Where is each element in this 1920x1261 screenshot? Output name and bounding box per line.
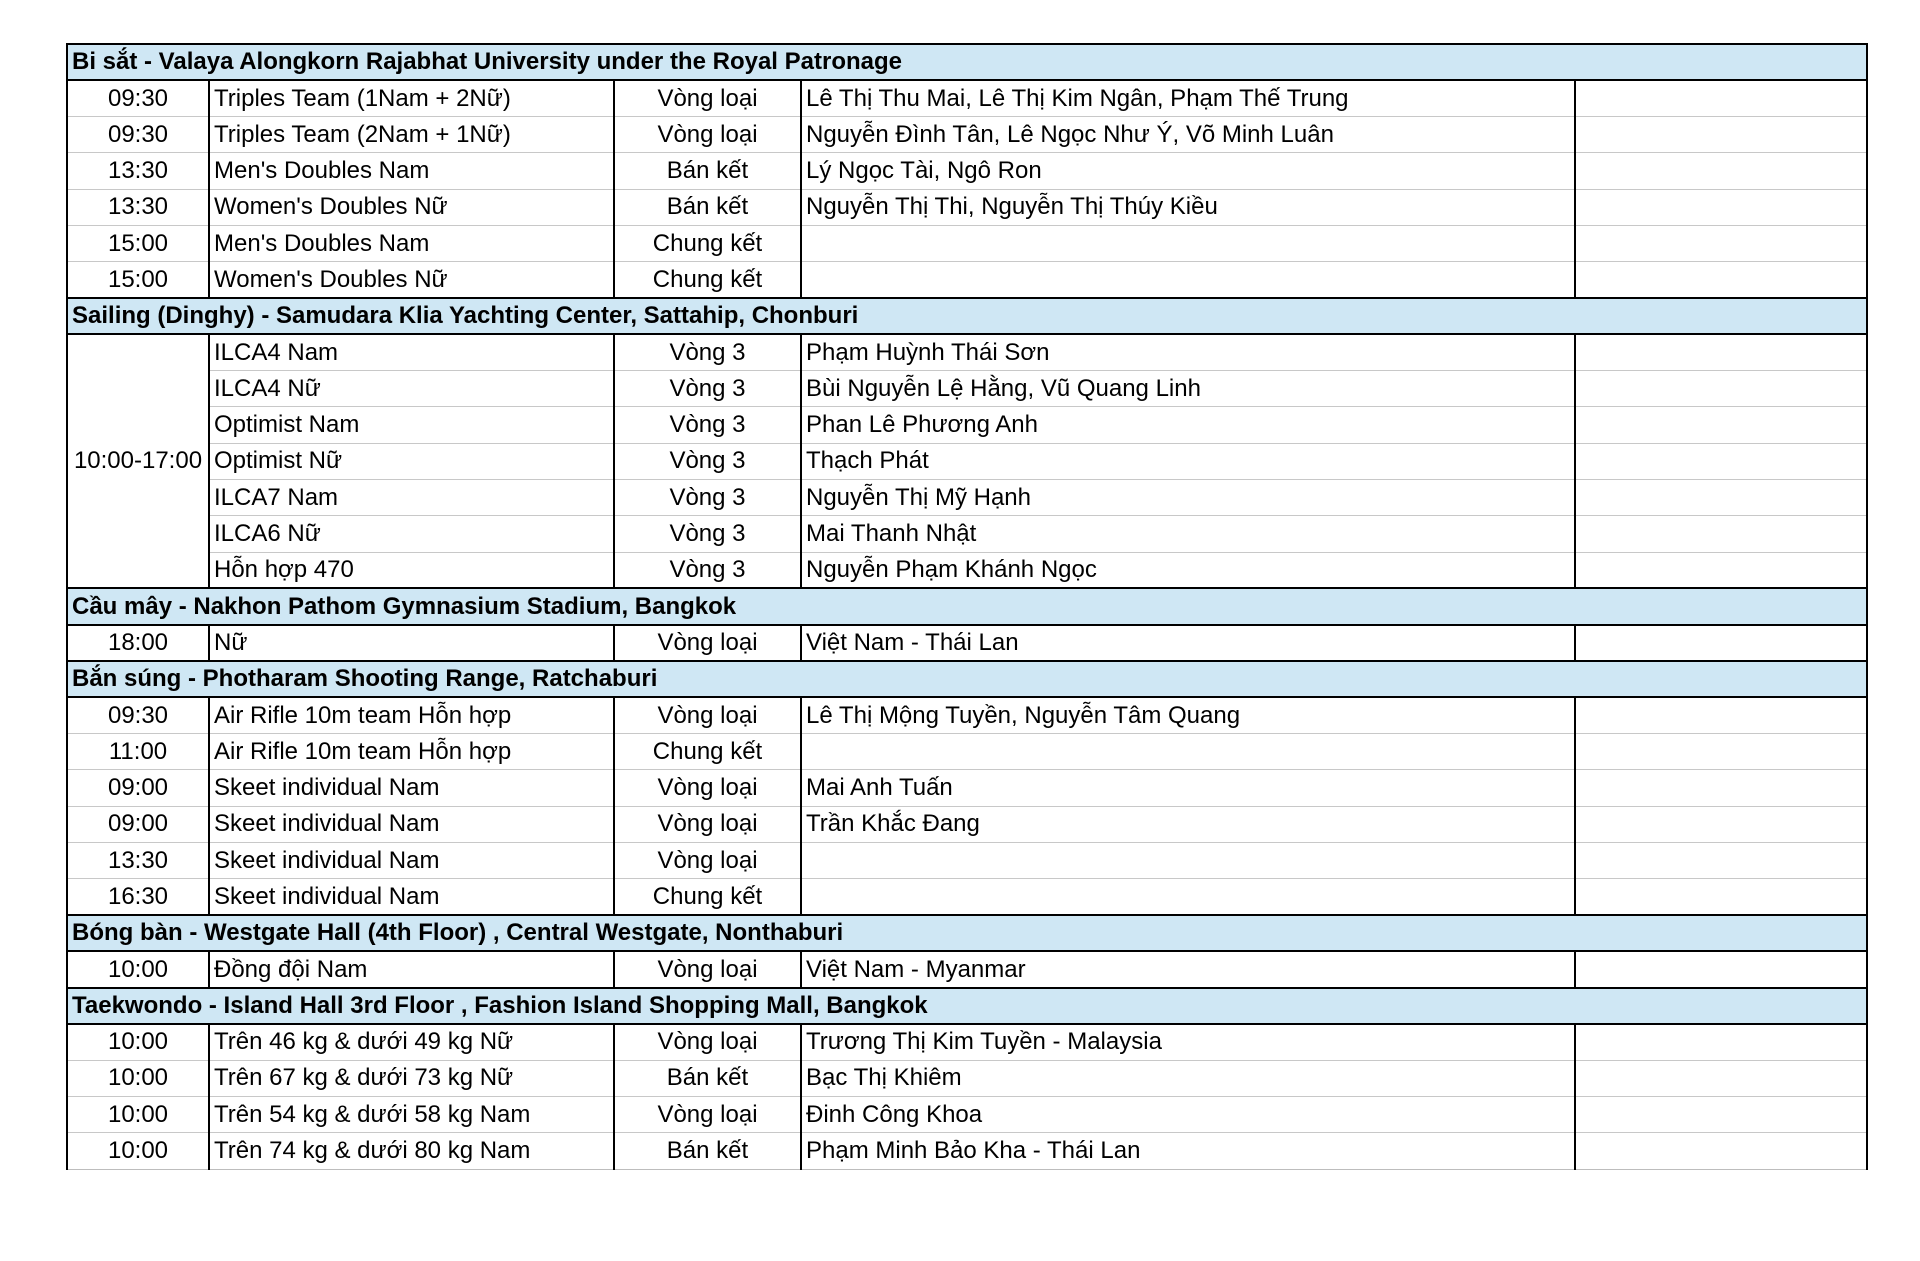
section-header — [67, 988, 1867, 1024]
schedule-row — [67, 189, 1867, 225]
empty-cell — [1575, 951, 1867, 987]
schedule-row — [67, 552, 1867, 588]
time-cell: 16:30 — [67, 879, 209, 915]
schedule-row — [67, 697, 1867, 733]
schedule-row — [67, 1133, 1867, 1169]
schedule-row — [67, 770, 1867, 806]
athletes-cell — [801, 734, 1575, 770]
time-cell: 10:00 — [67, 1133, 209, 1169]
schedule-row — [67, 334, 1867, 370]
athletes-cell — [801, 879, 1575, 915]
time-cell: 13:30 — [67, 189, 209, 225]
event-cell: Women's Doubles Nữ — [209, 189, 614, 225]
round-cell: Vòng loại — [614, 770, 801, 806]
time-cell: 09:30 — [67, 117, 209, 153]
empty-cell — [1575, 80, 1867, 116]
round-cell: Vòng loại — [614, 806, 801, 842]
round-cell: Vòng loại — [614, 117, 801, 153]
round-cell: Vòng 3 — [614, 407, 801, 443]
time-cell: 10:00 — [67, 1060, 209, 1096]
schedule-table — [66, 43, 1868, 1170]
section-title: Bóng bàn - Westgate Hall (4th Floor) , Central Westgate, Nonthaburi — [67, 915, 1867, 951]
round-cell: Bán kết — [614, 189, 801, 225]
schedule-row — [67, 225, 1867, 261]
athletes-cell: Đinh Công Khoa — [801, 1097, 1575, 1133]
schedule-row — [67, 117, 1867, 153]
schedule-row — [67, 153, 1867, 189]
event-cell: Skeet individual Nam — [209, 843, 614, 879]
event-cell: Đồng đội Nam — [209, 951, 614, 987]
event-cell: Men's Doubles Nam — [209, 225, 614, 261]
athletes-cell: Trần Khắc Đang — [801, 806, 1575, 842]
schedule-row — [67, 625, 1867, 661]
schedule-row — [67, 879, 1867, 915]
event-cell: Nữ — [209, 625, 614, 661]
time-cell: 18:00 — [67, 625, 209, 661]
event-cell: ILCA7 Nam — [209, 480, 614, 516]
athletes-cell: Mai Thanh Nhật — [801, 516, 1575, 552]
section-title: Cầu mây - Nakhon Pathom Gymnasium Stadium, Bangkok — [67, 588, 1867, 624]
athletes-cell — [801, 843, 1575, 879]
empty-cell — [1575, 334, 1867, 370]
section-header — [67, 661, 1867, 697]
section-title: Bắn súng - Photharam Shooting Range, Ratchaburi — [67, 661, 1867, 697]
schedule-row — [67, 734, 1867, 770]
empty-cell — [1575, 1133, 1867, 1169]
empty-cell — [1575, 1024, 1867, 1060]
round-cell: Vòng 3 — [614, 480, 801, 516]
empty-cell — [1575, 1060, 1867, 1096]
round-cell: Vòng loại — [614, 1097, 801, 1133]
schedule-row — [67, 407, 1867, 443]
schedule-body — [67, 44, 1867, 1169]
schedule-row — [67, 371, 1867, 407]
athletes-cell: Nguyễn Thị Mỹ Hạnh — [801, 480, 1575, 516]
empty-cell — [1575, 225, 1867, 261]
round-cell: Vòng 3 — [614, 552, 801, 588]
athletes-cell: Bùi Nguyễn Lệ Hằng, Vũ Quang Linh — [801, 371, 1575, 407]
empty-cell — [1575, 879, 1867, 915]
section-header — [67, 588, 1867, 624]
event-cell: Optimist Nữ — [209, 443, 614, 479]
time-cell: 15:00 — [67, 225, 209, 261]
empty-cell — [1575, 262, 1867, 298]
event-cell: ILCA4 Nam — [209, 334, 614, 370]
empty-cell — [1575, 806, 1867, 842]
event-cell: Optimist Nam — [209, 407, 614, 443]
section-header — [67, 44, 1867, 80]
time-cell: 15:00 — [67, 262, 209, 298]
round-cell: Vòng loại — [614, 1024, 801, 1060]
event-cell: Trên 74 kg & dưới 80 kg Nam — [209, 1133, 614, 1169]
event-cell: Men's Doubles Nam — [209, 153, 614, 189]
athletes-cell: Nguyễn Đình Tân, Lê Ngọc Như Ý, Võ Minh Luân — [801, 117, 1575, 153]
round-cell: Vòng 3 — [614, 516, 801, 552]
schedule-row — [67, 516, 1867, 552]
round-cell: Bán kết — [614, 1133, 801, 1169]
round-cell: Vòng loại — [614, 625, 801, 661]
time-cell: 09:30 — [67, 80, 209, 116]
empty-cell — [1575, 189, 1867, 225]
schedule-row — [67, 806, 1867, 842]
event-cell: ILCA4 Nữ — [209, 371, 614, 407]
round-cell: Chung kết — [614, 262, 801, 298]
time-cell: 13:30 — [67, 153, 209, 189]
event-cell: Trên 46 kg & dưới 49 kg Nữ — [209, 1024, 614, 1060]
schedule-row — [67, 1097, 1867, 1133]
empty-cell — [1575, 843, 1867, 879]
athletes-cell: Việt Nam - Thái Lan — [801, 625, 1575, 661]
athletes-cell: Phạm Minh Bảo Kha - Thái Lan — [801, 1133, 1575, 1169]
round-cell: Vòng loại — [614, 80, 801, 116]
empty-cell — [1575, 625, 1867, 661]
schedule-row — [67, 262, 1867, 298]
empty-cell — [1575, 117, 1867, 153]
round-cell: Chung kết — [614, 225, 801, 261]
event-cell: Skeet individual Nam — [209, 806, 614, 842]
empty-cell — [1575, 443, 1867, 479]
empty-cell — [1575, 371, 1867, 407]
empty-cell — [1575, 153, 1867, 189]
event-cell: Women's Doubles Nữ — [209, 262, 614, 298]
time-cell: 10:00 — [67, 1024, 209, 1060]
time-cell: 13:30 — [67, 843, 209, 879]
empty-cell — [1575, 552, 1867, 588]
athletes-cell: Nguyễn Phạm Khánh Ngọc — [801, 552, 1575, 588]
athletes-cell: Nguyễn Thị Thi, Nguyễn Thị Thúy Kiều — [801, 189, 1575, 225]
athletes-cell — [801, 225, 1575, 261]
empty-cell — [1575, 516, 1867, 552]
schedule-row — [67, 480, 1867, 516]
empty-cell — [1575, 1097, 1867, 1133]
athletes-cell: Bạc Thị Khiêm — [801, 1060, 1575, 1096]
empty-cell — [1575, 480, 1867, 516]
schedule-row — [67, 443, 1867, 479]
athletes-cell: Thạch Phát — [801, 443, 1575, 479]
round-cell: Vòng 3 — [614, 334, 801, 370]
empty-cell — [1575, 770, 1867, 806]
athletes-cell: Lê Thị Mộng Tuyền, Nguyễn Tâm Quang — [801, 697, 1575, 733]
time-cell: 11:00 — [67, 734, 209, 770]
athletes-cell — [801, 262, 1575, 298]
schedule-row — [67, 1060, 1867, 1096]
section-title: Sailing (Dinghy) - Samudara Klia Yachting Center, Sattahip, Chonburi — [67, 298, 1867, 334]
section-header — [67, 915, 1867, 951]
round-cell: Vòng loại — [614, 951, 801, 987]
athletes-cell: Việt Nam - Myanmar — [801, 951, 1575, 987]
empty-cell — [1575, 734, 1867, 770]
event-cell: Air Rifle 10m team Hỗn hợp — [209, 734, 614, 770]
event-cell: Hỗn hợp 470 — [209, 552, 614, 588]
athletes-cell: Trương Thị Kim Tuyền - Malaysia — [801, 1024, 1575, 1060]
empty-cell — [1575, 407, 1867, 443]
event-cell: Trên 54 kg & dưới 58 kg Nam — [209, 1097, 614, 1133]
section-header — [67, 298, 1867, 334]
round-cell: Bán kết — [614, 153, 801, 189]
time-cell: 09:00 — [67, 806, 209, 842]
time-cell: 09:00 — [67, 770, 209, 806]
event-cell: Triples Team (2Nam + 1Nữ) — [209, 117, 614, 153]
schedule-row — [67, 1024, 1867, 1060]
event-cell: Trên 67 kg & dưới 73 kg Nữ — [209, 1060, 614, 1096]
athletes-cell: Mai Anh Tuấn — [801, 770, 1575, 806]
athletes-cell: Lê Thị Thu Mai, Lê Thị Kim Ngân, Phạm Thế Trung — [801, 80, 1575, 116]
schedule-row — [67, 843, 1867, 879]
time-cell: 10:00 — [67, 951, 209, 987]
section-title: Bi sắt - Valaya Alongkorn Rajabhat University under the Royal Patronage — [67, 44, 1867, 80]
time-cell: 10:00-17:00 — [67, 334, 209, 588]
event-cell: Triples Team (1Nam + 2Nữ) — [209, 80, 614, 116]
section-title: Taekwondo - Island Hall 3rd Floor , Fashion Island Shopping Mall, Bangkok — [67, 988, 1867, 1024]
event-cell: ILCA6 Nữ — [209, 516, 614, 552]
event-cell: Air Rifle 10m team Hỗn hợp — [209, 697, 614, 733]
round-cell: Vòng 3 — [614, 443, 801, 479]
schedule-row — [67, 951, 1867, 987]
round-cell: Vòng loại — [614, 697, 801, 733]
empty-cell — [1575, 697, 1867, 733]
athletes-cell: Phạm Huỳnh Thái Sơn — [801, 334, 1575, 370]
round-cell: Vòng 3 — [614, 371, 801, 407]
athletes-cell: Lý Ngọc Tài, Ngô Ron — [801, 153, 1575, 189]
round-cell: Bán kết — [614, 1060, 801, 1096]
athletes-cell: Phan Lê Phương Anh — [801, 407, 1575, 443]
time-cell: 10:00 — [67, 1097, 209, 1133]
round-cell: Vòng loại — [614, 843, 801, 879]
event-cell: Skeet individual Nam — [209, 879, 614, 915]
schedule-row — [67, 80, 1867, 116]
round-cell: Chung kết — [614, 734, 801, 770]
round-cell: Chung kết — [614, 879, 801, 915]
time-cell: 09:30 — [67, 697, 209, 733]
event-cell: Skeet individual Nam — [209, 770, 614, 806]
